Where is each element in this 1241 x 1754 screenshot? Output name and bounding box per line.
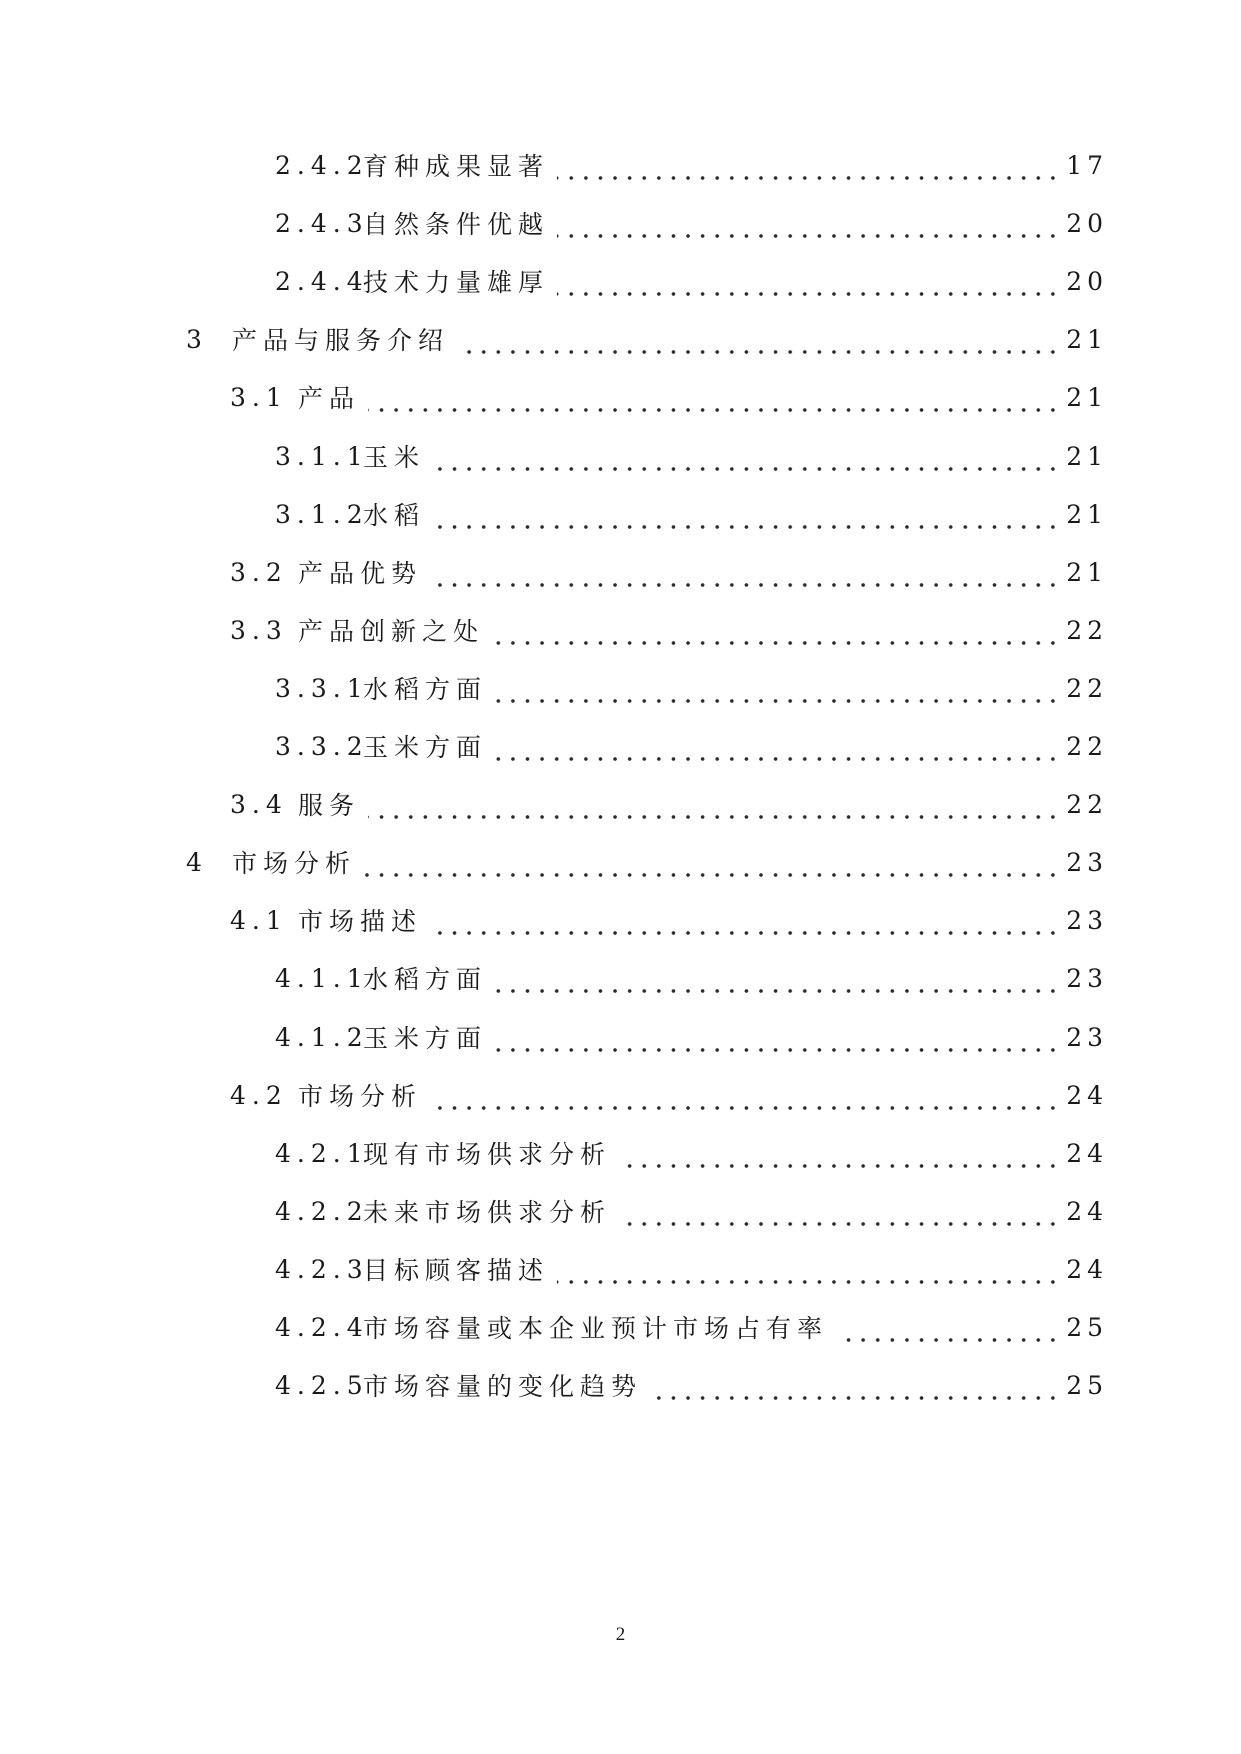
toc-entry-title: 市场容量的变化趋势 bbox=[363, 1372, 643, 1401]
toc-dot-leader bbox=[495, 668, 1060, 708]
toc-entry-title: 产品优势 bbox=[298, 559, 423, 588]
toc-entry[interactable] bbox=[186, 319, 1108, 359]
toc-entry[interactable] bbox=[275, 261, 1108, 301]
toc-entry-number: 3.3 bbox=[230, 615, 288, 645]
toc-entry-number: 4.1 bbox=[230, 905, 288, 935]
toc-entry-number: 4.2.2 bbox=[275, 1196, 369, 1226]
toc-entry-number: 3.3.1 bbox=[275, 673, 369, 703]
toc-entry[interactable] bbox=[230, 900, 1108, 940]
toc-entry-title: 育种成果显著 bbox=[363, 152, 550, 181]
toc-entry-title: 未来市场供求分析 bbox=[363, 1198, 612, 1227]
toc-entry-page: 21 bbox=[1066, 382, 1108, 412]
toc-entry-page: 25 bbox=[1066, 1370, 1108, 1400]
toc-dot-leader bbox=[430, 552, 1060, 592]
toc-entry-title: 目标顾客描述 bbox=[363, 1256, 550, 1285]
toc-dot-leader bbox=[492, 610, 1060, 650]
toc-entry-page: 24 bbox=[1066, 1254, 1108, 1284]
toc-dot-leader bbox=[495, 1017, 1060, 1057]
toc-entry-number: 3.1.1 bbox=[275, 441, 369, 471]
toc-entry-page: 20 bbox=[1066, 266, 1108, 296]
toc-entry[interactable] bbox=[230, 784, 1108, 824]
toc-entry[interactable] bbox=[275, 726, 1108, 766]
toc-entry[interactable] bbox=[186, 842, 1108, 882]
toc-entry-page: 21 bbox=[1066, 557, 1108, 587]
toc-entry[interactable] bbox=[275, 1133, 1108, 1173]
toc-entry-page: 23 bbox=[1066, 963, 1108, 993]
toc-dot-leader bbox=[364, 842, 1060, 882]
toc-entry-page: 22 bbox=[1066, 615, 1108, 645]
toc-entry-title: 玉米 bbox=[363, 443, 426, 472]
toc-entry-title: 产品与服务介绍 bbox=[232, 326, 450, 355]
toc-entry-title: 现有市场供求分析 bbox=[363, 1140, 612, 1169]
toc-dot-leader bbox=[619, 1133, 1060, 1173]
toc-entry-title: 玉米方面 bbox=[363, 733, 488, 762]
toc-entry-title: 产品创新之处 bbox=[298, 617, 485, 646]
toc-entry-page: 24 bbox=[1066, 1196, 1108, 1226]
toc-entry-title: 技术力量雄厚 bbox=[363, 268, 550, 297]
toc-dot-leader bbox=[433, 436, 1060, 476]
toc-entry-number: 4.2.5 bbox=[275, 1370, 369, 1400]
toc-entry-number: 4.2.4 bbox=[275, 1312, 369, 1342]
toc-dot-leader bbox=[495, 958, 1060, 998]
toc-dot-leader bbox=[368, 784, 1060, 824]
toc-entry-page: 24 bbox=[1066, 1080, 1108, 1110]
toc-entry-title: 市场分析 bbox=[298, 1082, 423, 1111]
toc-entry-page: 21 bbox=[1066, 441, 1108, 471]
toc-entry-title: 市场容量或本企业预计市场占有率 bbox=[363, 1314, 829, 1343]
page-number: 2 bbox=[615, 1624, 626, 1645]
toc-entry-number: 3 bbox=[186, 324, 208, 354]
toc-entry-number: 4.1.2 bbox=[275, 1022, 369, 1052]
toc-entry[interactable] bbox=[275, 203, 1108, 243]
toc-entry-page: 17 bbox=[1066, 150, 1108, 180]
toc-entry[interactable] bbox=[230, 1075, 1108, 1115]
toc-entry-title: 市场描述 bbox=[298, 907, 423, 936]
toc-entry-number: 4.2.3 bbox=[275, 1254, 369, 1284]
toc-dot-leader bbox=[430, 900, 1060, 940]
toc-entry-number: 3.3.2 bbox=[275, 731, 369, 761]
toc-entry-number: 2.4.2 bbox=[275, 150, 369, 180]
toc-entry[interactable] bbox=[275, 958, 1108, 998]
toc-entry-page: 23 bbox=[1066, 1022, 1108, 1052]
toc-entry[interactable] bbox=[275, 145, 1108, 185]
toc-entry-page: 21 bbox=[1066, 324, 1108, 354]
toc-entry[interactable] bbox=[275, 1249, 1108, 1289]
toc-dot-leader bbox=[557, 145, 1060, 185]
toc-entry-number: 4.2 bbox=[230, 1080, 288, 1110]
toc-entry[interactable] bbox=[230, 377, 1108, 417]
toc-entry-title: 水稻方面 bbox=[363, 675, 488, 704]
toc-entry-page: 20 bbox=[1066, 208, 1108, 238]
toc-entry-title: 服务 bbox=[298, 791, 361, 820]
toc-entry-page: 25 bbox=[1066, 1312, 1108, 1342]
toc-dot-leader bbox=[457, 319, 1060, 359]
toc-dot-leader bbox=[433, 494, 1060, 534]
toc-entry[interactable] bbox=[275, 1191, 1108, 1231]
toc-dot-leader bbox=[650, 1365, 1060, 1405]
toc-entry-page: 22 bbox=[1066, 673, 1108, 703]
toc-entry[interactable] bbox=[275, 1017, 1108, 1057]
toc-entry[interactable] bbox=[230, 552, 1108, 592]
toc-entry-title: 市场分析 bbox=[232, 849, 357, 878]
toc-entry-page: 22 bbox=[1066, 789, 1108, 819]
toc-entry-title: 产品 bbox=[298, 384, 361, 413]
toc-entry-number: 3.4 bbox=[230, 789, 288, 819]
toc-entry-page: 21 bbox=[1066, 499, 1108, 529]
toc-entry-number: 3.2 bbox=[230, 557, 288, 587]
toc-entry-number: 2.4.3 bbox=[275, 208, 369, 238]
toc-entry-title: 水稻 bbox=[363, 501, 426, 530]
toc-entry-title: 玉米方面 bbox=[363, 1024, 488, 1053]
toc-entry-page: 23 bbox=[1066, 905, 1108, 935]
toc-entry-title: 水稻方面 bbox=[363, 965, 488, 994]
toc-entry[interactable] bbox=[275, 668, 1108, 708]
toc-entry[interactable] bbox=[275, 1365, 1108, 1405]
toc-entry-page: 24 bbox=[1066, 1138, 1108, 1168]
toc-dot-leader bbox=[430, 1075, 1060, 1115]
toc-entry-title: 自然条件优越 bbox=[363, 210, 550, 239]
toc-dot-leader bbox=[619, 1191, 1060, 1231]
toc-dot-leader bbox=[557, 261, 1060, 301]
toc-entry-number: 2.4.4 bbox=[275, 266, 369, 296]
toc-entry[interactable] bbox=[230, 610, 1108, 650]
toc-dot-leader bbox=[557, 1249, 1060, 1289]
toc-entry[interactable] bbox=[275, 1307, 1108, 1347]
toc-dot-leader bbox=[495, 726, 1060, 766]
toc-entry[interactable] bbox=[275, 436, 1108, 476]
toc-entry-number: 4 bbox=[186, 847, 208, 877]
toc-dot-leader bbox=[836, 1307, 1060, 1347]
toc-entry-number: 4.2.1 bbox=[275, 1138, 369, 1168]
toc-dot-leader bbox=[368, 377, 1060, 417]
toc-dot-leader bbox=[557, 203, 1060, 243]
toc-entry[interactable] bbox=[275, 494, 1108, 534]
toc-entry-page: 23 bbox=[1066, 847, 1108, 877]
toc-entry-number: 3.1.2 bbox=[275, 499, 369, 529]
toc-entry-number: 3.1 bbox=[230, 382, 288, 412]
toc-entry-page: 22 bbox=[1066, 731, 1108, 761]
toc-entry-number: 4.1.1 bbox=[275, 963, 369, 993]
